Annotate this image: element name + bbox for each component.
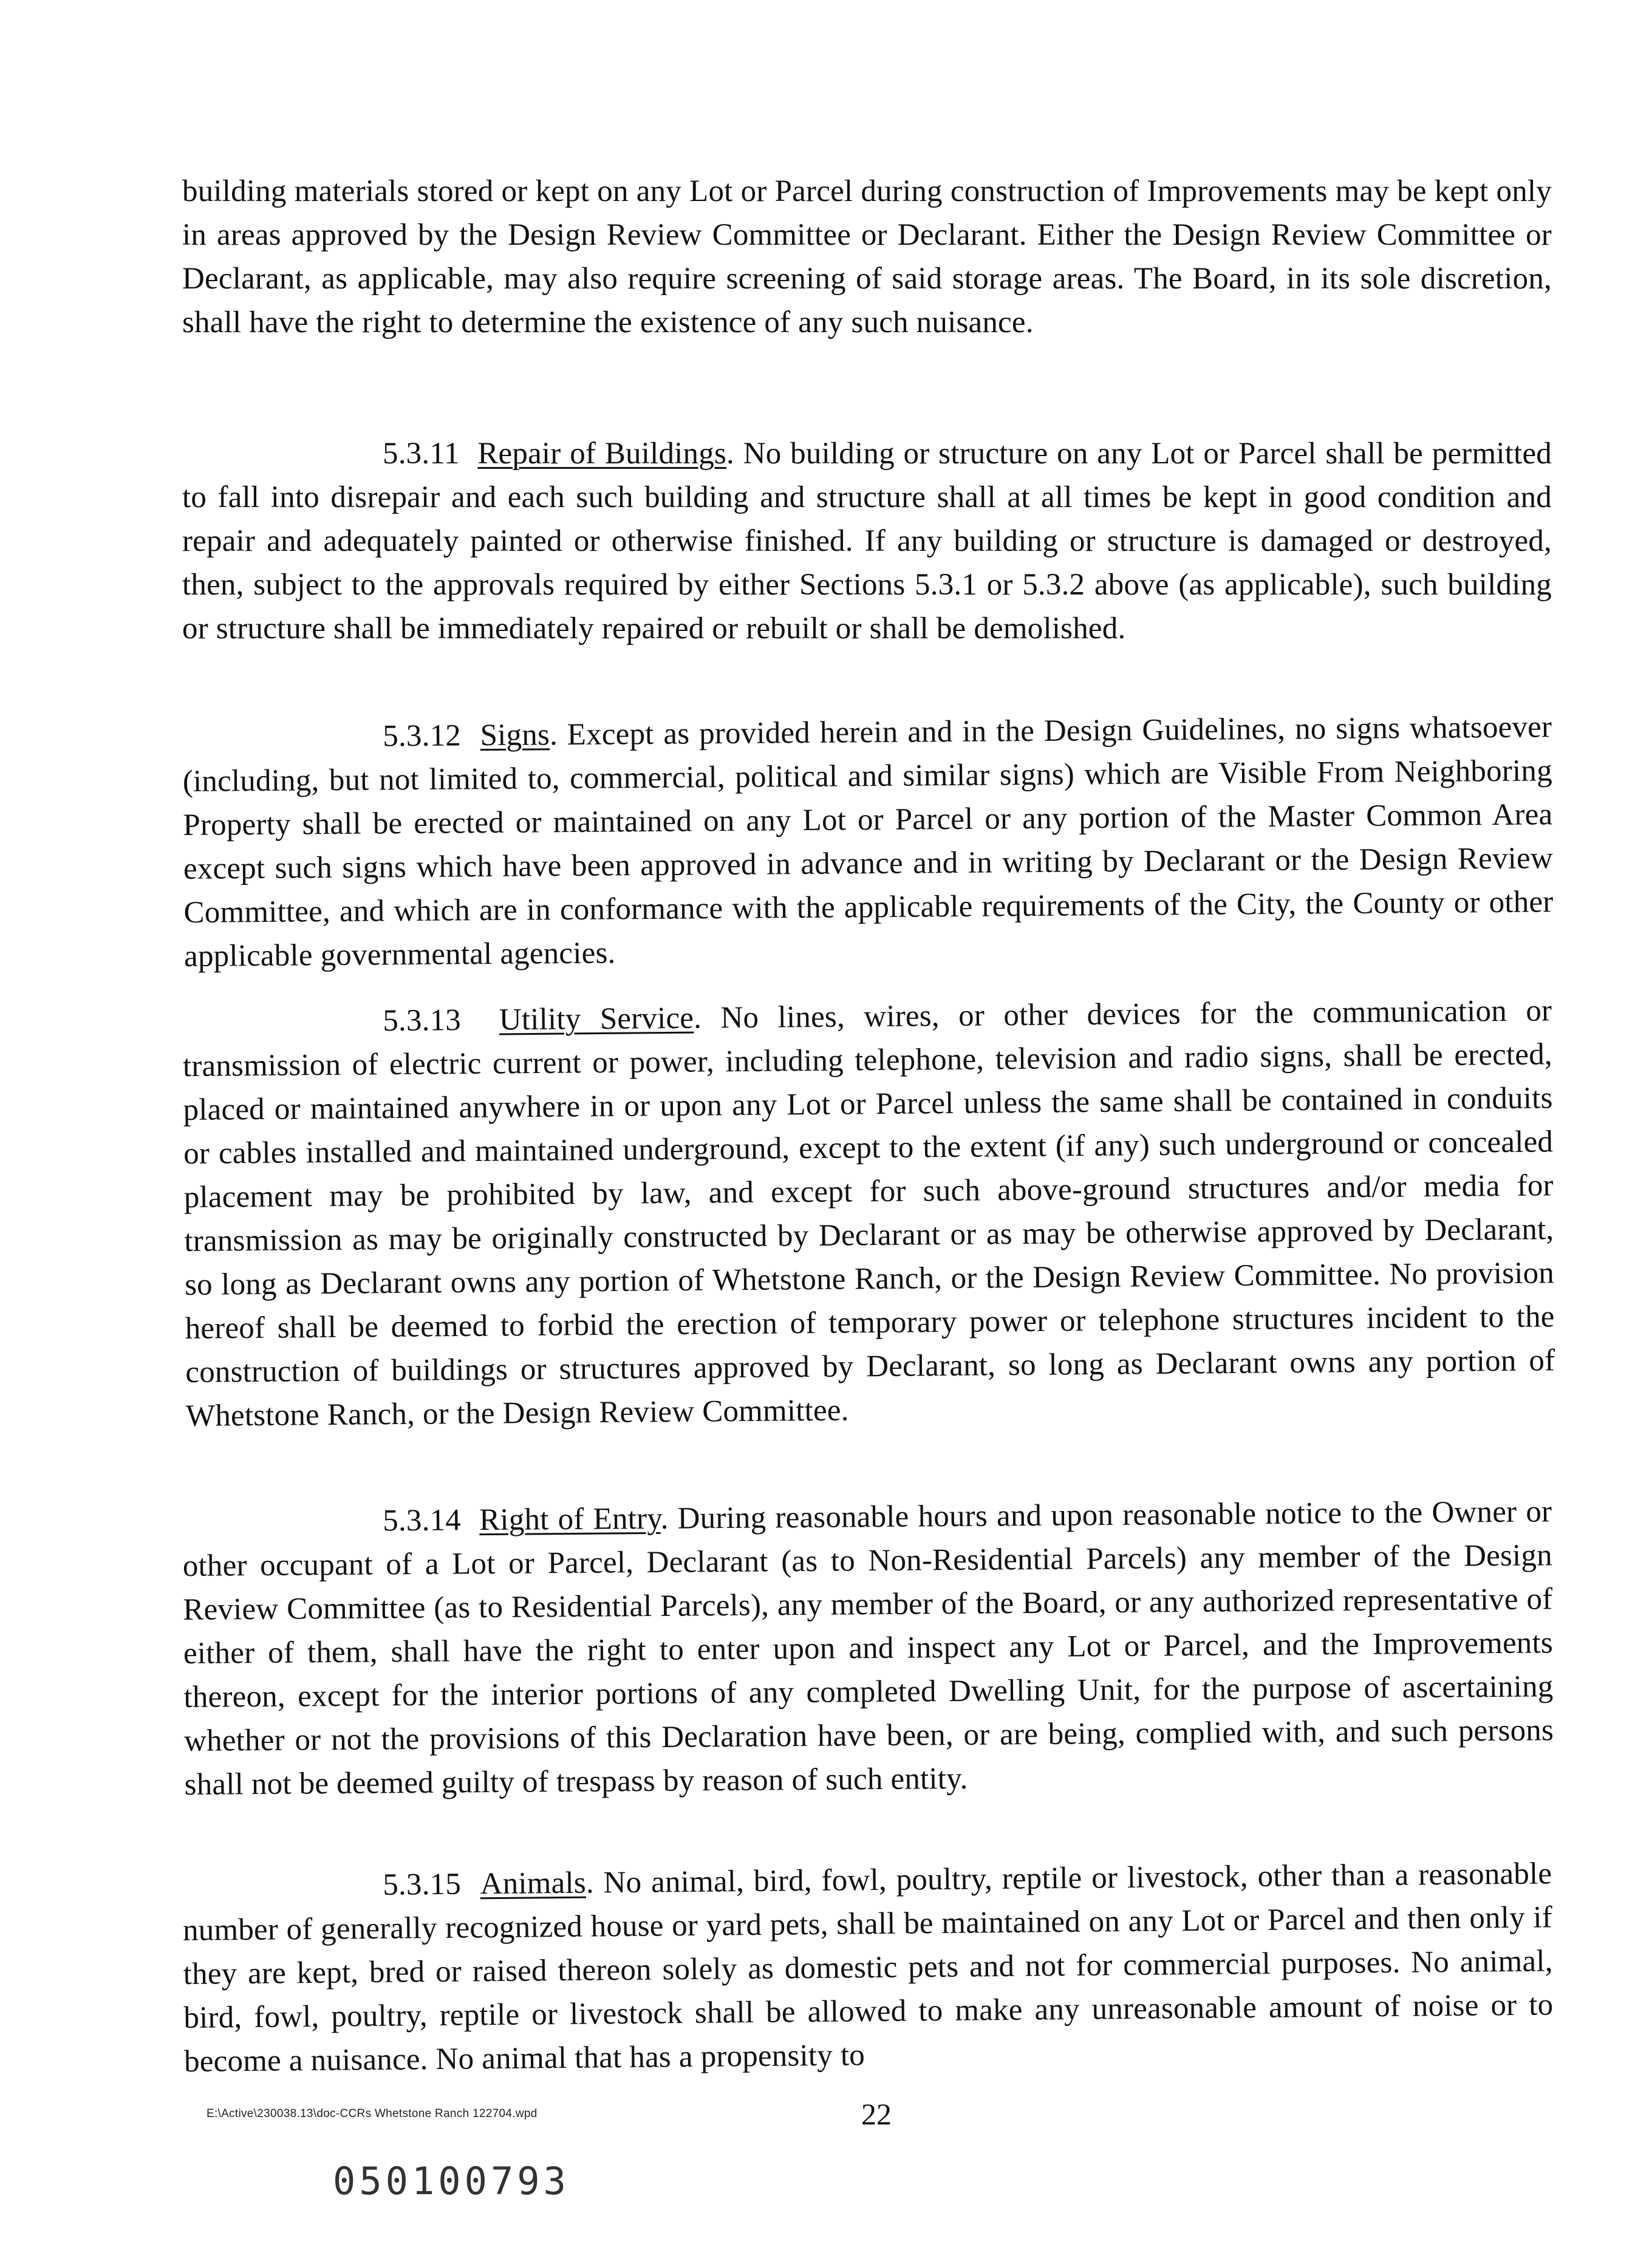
document-id-stamp: 050100793 xyxy=(333,2159,570,2203)
page-number: 22 xyxy=(861,2097,892,2131)
section-heading-animals: Animals xyxy=(480,1866,587,1901)
section-body: . Except as provided herein and in the Design Guidelines, no signs whatsoever (including, but not limited to, commercial, political and similar signs) which are Visible From Neighboring Property shall be erected or maintained on any Lot or Parcel or any portion of the Master Common Area except such signs which have been approved in advance and in writing by Declarant or the Design Review Committee, and which are in conformance with the applicable requirements of the City, the County or other applicable governmental agencies. xyxy=(182,710,1554,973)
section-number: 5.3.12 xyxy=(383,718,462,754)
section-heading-signs: Signs xyxy=(480,718,550,753)
section-heading-utility-service: Utility Service xyxy=(499,1001,694,1037)
section-5-3-11 xyxy=(182,432,1552,650)
section-5-3-13 xyxy=(182,989,1555,1438)
section-body: . During reasonable hours and upon reasonable notice to the Owner or other occupant of a Lot or Parcel, Declarant (as to Non-Residential Parcels) any member of the Design Review Committee (as to Residential Parcels), any member of the Board, or any authorized representative of either of them, shall have the right to enter upon and inspect any Lot or Parcel, and the Improvements thereon, except for the interior portions of any completed Dwelling Unit, for the purpose of ascertaining whether or not the provisions of this Declaration have been, or are being, complied with, and such persons shall not be deemed guilty of trespass by reason of such entity. xyxy=(182,1495,1554,1802)
section-5-3-15 xyxy=(182,1852,1554,2084)
section-5-3-12 xyxy=(182,705,1554,978)
section-body: . No building or structure on any Lot or Parcel shall be permitted to fall into disrepair and each such building and structure shall at all times be kept in good condition and repair and adequately painted or otherwise finished. If any building or structure is damaged or destroyed, then, subject to the approvals required by either Sections 5.3.1 or 5.3.2 above (as applicable), such building or structure shall be immediately repaired or rebuilt or shall be demolished. xyxy=(182,437,1552,646)
section-body: . No animal, bird, fowl, poultry, reptile or livestock, other than a reasonable number of generally recognized house or yard pets, shall be maintained on any Lot or Parcel and then only if they are kept, bred or raised thereon solely as domestic pets and not for commercial purposes. No animal, bird, fowl, poultry, reptile or livestock shall be allowed to make any unreasonable amount of noise or to become a nuisance. No animal that has a propensity to xyxy=(182,1857,1554,2079)
section-number: 5.3.14 xyxy=(383,1503,462,1538)
section-body: . No lines, wires, or other devices for the communication or transmission of electric current or power, including telephone, television and radio signs, shall be erected, placed or maintained anywhere in or upon any Lot or Parcel unless the same shall be contained in conduits or cables installed and maintained underground, except to the extent (if any) such underground or concealed placement may be prohibited by law, and except for such above-ground structures and/or media for transmission as may be originally constructed by Declarant or as may be otherwise approved by Declarant, so long as Declarant owns any portion of Whetstone Ranch, or the Design Review Committee. No provision hereof shall be deemed to forbid the erection of temporary power or telephone structures incident to the construction of buildings or structures approved by Declarant, so long as Declarant owns any portion of Whetstone Ranch, or the Design Review Committee. xyxy=(182,994,1555,1433)
footer-file-path: E:\Active\230038.13\doc-CCRs Whetstone Ranch 122704.wpd xyxy=(206,2107,538,2120)
section-heading-repair-of-buildings: Repair of Buildings xyxy=(477,437,726,471)
section-5-3-14 xyxy=(182,1490,1554,1807)
section-heading-right-of-entry: Right of Entry xyxy=(479,1501,661,1538)
section-number: 5.3.15 xyxy=(383,1867,462,1902)
paragraph-intro: building materials stored or kept on any Lot or Parcel during construction of Improvements may be kept only in areas approved by the Design Review Committee or Declarant. Either the Design Review Committee or Declarant, as applicable, may also require screening of said storage areas. The Board, in its sole discretion, shall have the right to determine the existence of any such nuisance. xyxy=(182,174,1552,339)
section-number: 5.3.13 xyxy=(383,1003,462,1038)
section-number: 5.3.11 xyxy=(383,437,460,471)
